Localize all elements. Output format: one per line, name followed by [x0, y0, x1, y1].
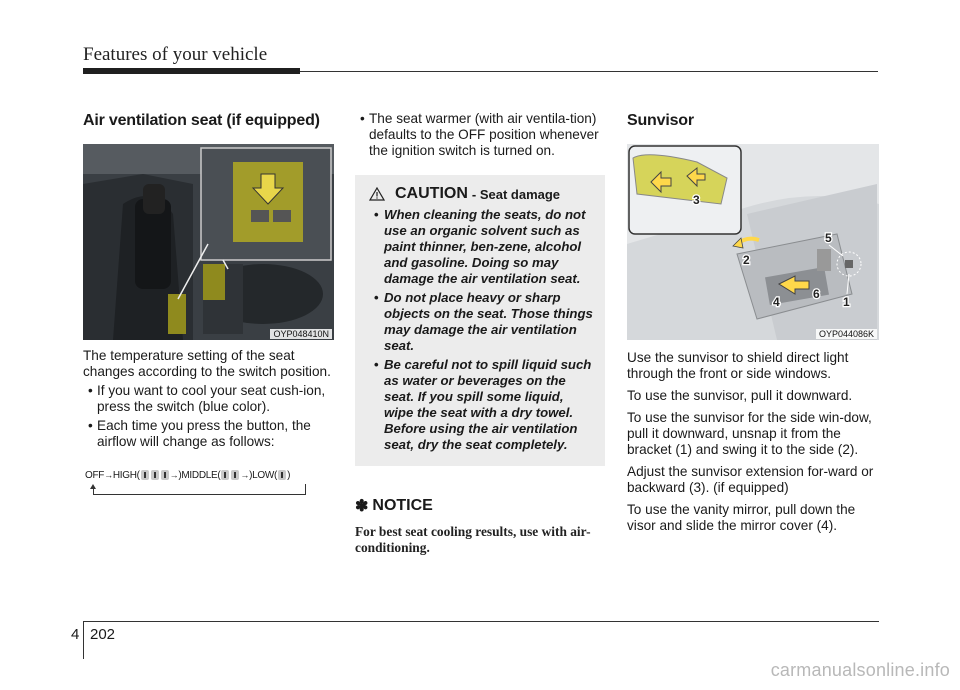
- seat-fan-icon: [278, 470, 286, 480]
- caution-title: CAUTION: [395, 185, 468, 202]
- arrow-icon: →: [104, 470, 113, 480]
- sunvisor-paragraph: Adjust the sunvisor extension for-ward or backward (3). (if equipped): [627, 464, 874, 495]
- callout-4: 4: [773, 295, 780, 309]
- photo-code: OYP048410N: [270, 329, 332, 339]
- seat-fan-icon: [141, 470, 149, 480]
- bullet-item: • Each time you press the button, the airflow will change as follows:: [83, 418, 334, 450]
- sunvisor-paragraph: To use the vanity mirror, pull down the visor and slide the mirror cover (4).: [627, 502, 856, 533]
- right-column: [627, 108, 879, 534]
- left-column: [83, 108, 334, 510]
- airflow-high: HIGH(: [112, 470, 140, 481]
- section-heading-air-ventilation: Air ventilation seat (if equipped): [83, 112, 320, 129]
- sunvisor-paragraph: Use the sunvisor to shield direct light through the front or side windows.: [627, 350, 849, 381]
- seat-fan-icon: [161, 470, 169, 480]
- callout-2: 2: [743, 253, 750, 267]
- callout-5: 5: [825, 231, 832, 245]
- airflow-sequence: [85, 470, 290, 481]
- caution-item: • Be careful not to spill liquid such as water or beverages on the seat. If you spill some liquid, wipe the seat with a dry towel. Before using the air ventilation seat, dry the seat completely.: [366, 357, 596, 453]
- caution-header: [366, 185, 596, 203]
- airflow-end: ): [287, 470, 291, 481]
- bullet-item: • The seat warmer (with air ventila-tion) defaults to the OFF position whenever the ignition switch is turned on.: [355, 111, 605, 159]
- sunvisor-illustration: [627, 144, 879, 340]
- arrow-icon: →: [169, 470, 179, 480]
- seat-fan-icon: [151, 470, 159, 480]
- notice-text: For best seat cooling results, use with air-conditioning.: [355, 524, 591, 555]
- section-number: 4: [71, 626, 80, 643]
- airflow-diagram: [83, 464, 334, 510]
- airflow-off: OFF: [85, 470, 105, 481]
- header-rule: [300, 71, 878, 72]
- ventilation-bullets: [83, 383, 334, 450]
- ventilation-seat-photo: [83, 144, 334, 340]
- watermark: carmanualsonline.info: [770, 660, 950, 680]
- callout-6: 6: [813, 287, 820, 301]
- return-line: [93, 494, 305, 495]
- console-illustration: [83, 144, 334, 340]
- header-bar: [83, 68, 300, 74]
- notice-heading: [355, 496, 605, 516]
- warning-triangle-icon: [369, 187, 385, 201]
- arrow-icon: →: [240, 470, 250, 480]
- footer-rule: [83, 621, 879, 622]
- middle-column: [355, 108, 605, 556]
- seat-fan-icon: [231, 470, 239, 480]
- caution-subtitle: - Seat damage: [471, 186, 561, 202]
- sunvisor-photo: [627, 144, 879, 340]
- caution-box: [355, 175, 605, 466]
- page-number: 202: [90, 626, 116, 643]
- caution-list: [366, 207, 596, 453]
- airflow-middle: )MIDDLE(: [178, 470, 221, 481]
- ventilation-intro: The temperature setting of the seat changes according to the switch position.: [83, 348, 331, 379]
- caution-item: • When cleaning the seats, do not use an organic solvent such as paint thinner, ben-zene, alcohol and gasoline. Doing so may damage the air ventilation seat.: [366, 207, 596, 287]
- notice-star-icon: ✽: [355, 498, 369, 515]
- seat-fan-icon: [221, 470, 229, 480]
- bullet-item: • If you want to cool your seat cush-ion, press the switch (blue color).: [83, 383, 334, 415]
- return-line-right: [305, 484, 306, 495]
- footer-divider: [83, 621, 84, 659]
- airflow-low: )LOW(: [249, 470, 278, 481]
- callout-3: 3: [693, 193, 700, 207]
- section-heading-sunvisor: Sunvisor: [627, 112, 694, 129]
- photo-code: OYP044086K: [816, 329, 877, 339]
- callout-1: 1: [843, 295, 850, 309]
- seat-warmer-bullets: [355, 111, 605, 159]
- sunvisor-paragraph: To use the sunvisor for the side win-dow, pull it downward, unsnap it from the bracket (1) and swing it to the side (2).: [627, 410, 872, 457]
- notice-title: NOTICE: [372, 497, 433, 514]
- sunvisor-paragraph: To use the sunvisor, pull it downward.: [627, 388, 853, 403]
- caution-item: • Do not place heavy or sharp objects on the seat. Those things may damage the air ventilation seat.: [366, 290, 596, 354]
- running-header: Features of your vehicle: [83, 44, 268, 65]
